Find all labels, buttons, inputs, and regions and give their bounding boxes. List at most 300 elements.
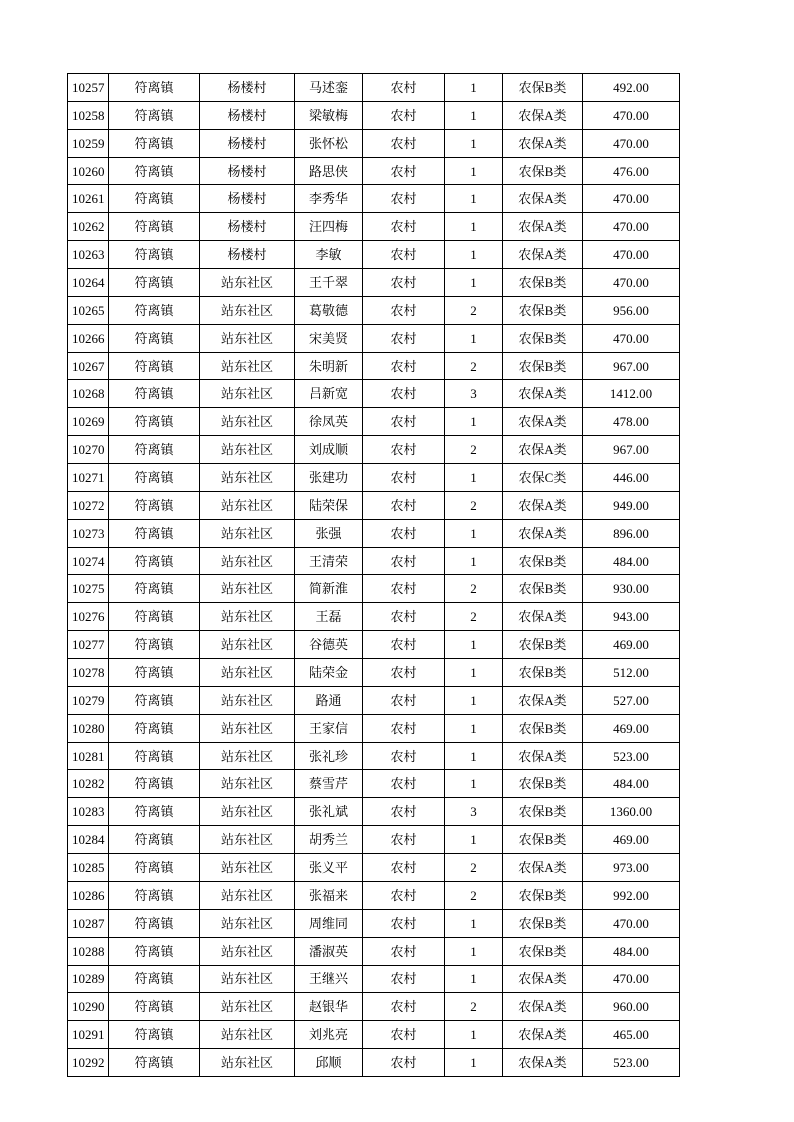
table-row bbox=[68, 993, 680, 1021]
town-cell: 符离镇 bbox=[109, 742, 200, 770]
type-cell: 农村 bbox=[363, 659, 445, 687]
type-cell: 农村 bbox=[363, 464, 445, 492]
id-cell: 10275 bbox=[68, 575, 109, 603]
village-cell: 站东社区 bbox=[200, 909, 295, 937]
name-cell: 陆荣保 bbox=[295, 491, 363, 519]
amount-cell: 943.00 bbox=[583, 603, 680, 631]
count-cell: 1 bbox=[445, 157, 503, 185]
amount-cell: 512.00 bbox=[583, 659, 680, 687]
village-cell: 站东社区 bbox=[200, 993, 295, 1021]
table-row bbox=[68, 1049, 680, 1077]
table-row bbox=[68, 937, 680, 965]
village-cell: 站东社区 bbox=[200, 854, 295, 882]
id-cell: 10273 bbox=[68, 519, 109, 547]
town-cell: 符离镇 bbox=[109, 798, 200, 826]
table-row bbox=[68, 965, 680, 993]
count-cell: 1 bbox=[445, 659, 503, 687]
name-cell: 王清荣 bbox=[295, 547, 363, 575]
amount-cell: 1360.00 bbox=[583, 798, 680, 826]
id-cell: 10279 bbox=[68, 686, 109, 714]
town-cell: 符离镇 bbox=[109, 352, 200, 380]
records-table bbox=[67, 73, 680, 1077]
name-cell: 简新淮 bbox=[295, 575, 363, 603]
table-row bbox=[68, 547, 680, 575]
name-cell: 谷德英 bbox=[295, 631, 363, 659]
village-cell: 杨楼村 bbox=[200, 74, 295, 102]
town-cell: 符离镇 bbox=[109, 993, 200, 1021]
amount-cell: 469.00 bbox=[583, 714, 680, 742]
village-cell: 站东社区 bbox=[200, 881, 295, 909]
village-cell: 站东社区 bbox=[200, 547, 295, 575]
count-cell: 1 bbox=[445, 631, 503, 659]
type-cell: 农村 bbox=[363, 826, 445, 854]
count-cell: 2 bbox=[445, 491, 503, 519]
village-cell: 杨楼村 bbox=[200, 241, 295, 269]
id-cell: 10266 bbox=[68, 324, 109, 352]
town-cell: 符离镇 bbox=[109, 937, 200, 965]
amount-cell: 930.00 bbox=[583, 575, 680, 603]
amount-cell: 470.00 bbox=[583, 101, 680, 129]
table-row bbox=[68, 491, 680, 519]
town-cell: 符离镇 bbox=[109, 464, 200, 492]
village-cell: 站东社区 bbox=[200, 798, 295, 826]
count-cell: 1 bbox=[445, 686, 503, 714]
type-cell: 农村 bbox=[363, 575, 445, 603]
type-cell: 农村 bbox=[363, 101, 445, 129]
id-cell: 10270 bbox=[68, 436, 109, 464]
id-cell: 10274 bbox=[68, 547, 109, 575]
count-cell: 1 bbox=[445, 269, 503, 297]
category-cell: 农保A类 bbox=[503, 854, 583, 882]
type-cell: 农村 bbox=[363, 881, 445, 909]
type-cell: 农村 bbox=[363, 157, 445, 185]
table-row bbox=[68, 213, 680, 241]
amount-cell: 470.00 bbox=[583, 129, 680, 157]
category-cell: 农保A类 bbox=[503, 380, 583, 408]
table-row bbox=[68, 185, 680, 213]
name-cell: 李秀华 bbox=[295, 185, 363, 213]
count-cell: 1 bbox=[445, 1049, 503, 1077]
village-cell: 站东社区 bbox=[200, 491, 295, 519]
name-cell: 刘成顺 bbox=[295, 436, 363, 464]
type-cell: 农村 bbox=[363, 129, 445, 157]
id-cell: 10265 bbox=[68, 296, 109, 324]
type-cell: 农村 bbox=[363, 547, 445, 575]
table-row bbox=[68, 324, 680, 352]
count-cell: 2 bbox=[445, 436, 503, 464]
village-cell: 杨楼村 bbox=[200, 157, 295, 185]
count-cell: 1 bbox=[445, 464, 503, 492]
town-cell: 符离镇 bbox=[109, 603, 200, 631]
town-cell: 符离镇 bbox=[109, 380, 200, 408]
village-cell: 站东社区 bbox=[200, 575, 295, 603]
name-cell: 王千翠 bbox=[295, 269, 363, 297]
id-cell: 10261 bbox=[68, 185, 109, 213]
town-cell: 符离镇 bbox=[109, 213, 200, 241]
name-cell: 李敏 bbox=[295, 241, 363, 269]
category-cell: 农保A类 bbox=[503, 101, 583, 129]
id-cell: 10280 bbox=[68, 714, 109, 742]
table-row bbox=[68, 436, 680, 464]
amount-cell: 469.00 bbox=[583, 631, 680, 659]
count-cell: 2 bbox=[445, 296, 503, 324]
category-cell: 农保B类 bbox=[503, 937, 583, 965]
amount-cell: 523.00 bbox=[583, 742, 680, 770]
table-row bbox=[68, 157, 680, 185]
town-cell: 符离镇 bbox=[109, 631, 200, 659]
count-cell: 2 bbox=[445, 603, 503, 631]
village-cell: 站东社区 bbox=[200, 296, 295, 324]
category-cell: 农保A类 bbox=[503, 993, 583, 1021]
amount-cell: 527.00 bbox=[583, 686, 680, 714]
id-cell: 10292 bbox=[68, 1049, 109, 1077]
category-cell: 农保A类 bbox=[503, 965, 583, 993]
table-row bbox=[68, 575, 680, 603]
name-cell: 张义平 bbox=[295, 854, 363, 882]
name-cell: 张建功 bbox=[295, 464, 363, 492]
amount-cell: 492.00 bbox=[583, 74, 680, 102]
count-cell: 1 bbox=[445, 714, 503, 742]
village-cell: 站东社区 bbox=[200, 826, 295, 854]
amount-cell: 476.00 bbox=[583, 157, 680, 185]
town-cell: 符离镇 bbox=[109, 575, 200, 603]
category-cell: 农保A类 bbox=[503, 185, 583, 213]
id-cell: 10282 bbox=[68, 770, 109, 798]
id-cell: 10264 bbox=[68, 269, 109, 297]
amount-cell: 484.00 bbox=[583, 770, 680, 798]
village-cell: 站东社区 bbox=[200, 324, 295, 352]
amount-cell: 484.00 bbox=[583, 547, 680, 575]
table-row bbox=[68, 770, 680, 798]
id-cell: 10272 bbox=[68, 491, 109, 519]
amount-cell: 470.00 bbox=[583, 324, 680, 352]
category-cell: 农保B类 bbox=[503, 296, 583, 324]
count-cell: 2 bbox=[445, 352, 503, 380]
type-cell: 农村 bbox=[363, 742, 445, 770]
town-cell: 符离镇 bbox=[109, 101, 200, 129]
table-row bbox=[68, 826, 680, 854]
type-cell: 农村 bbox=[363, 213, 445, 241]
id-cell: 10285 bbox=[68, 854, 109, 882]
village-cell: 站东社区 bbox=[200, 1021, 295, 1049]
count-cell: 1 bbox=[445, 408, 503, 436]
count-cell: 2 bbox=[445, 854, 503, 882]
category-cell: 农保B类 bbox=[503, 547, 583, 575]
count-cell: 1 bbox=[445, 742, 503, 770]
village-cell: 杨楼村 bbox=[200, 129, 295, 157]
id-cell: 10269 bbox=[68, 408, 109, 436]
type-cell: 农村 bbox=[363, 1049, 445, 1077]
amount-cell: 469.00 bbox=[583, 826, 680, 854]
table-row bbox=[68, 380, 680, 408]
table-row bbox=[68, 269, 680, 297]
category-cell: 农保B类 bbox=[503, 770, 583, 798]
town-cell: 符离镇 bbox=[109, 74, 200, 102]
type-cell: 农村 bbox=[363, 436, 445, 464]
name-cell: 马述銮 bbox=[295, 74, 363, 102]
category-cell: 农保A类 bbox=[503, 491, 583, 519]
table-row bbox=[68, 881, 680, 909]
category-cell: 农保B类 bbox=[503, 269, 583, 297]
amount-cell: 523.00 bbox=[583, 1049, 680, 1077]
count-cell: 1 bbox=[445, 909, 503, 937]
town-cell: 符离镇 bbox=[109, 157, 200, 185]
type-cell: 农村 bbox=[363, 296, 445, 324]
type-cell: 农村 bbox=[363, 491, 445, 519]
count-cell: 1 bbox=[445, 185, 503, 213]
table-row bbox=[68, 74, 680, 102]
category-cell: 农保B类 bbox=[503, 909, 583, 937]
village-cell: 站东社区 bbox=[200, 937, 295, 965]
village-cell: 站东社区 bbox=[200, 408, 295, 436]
village-cell: 杨楼村 bbox=[200, 101, 295, 129]
type-cell: 农村 bbox=[363, 770, 445, 798]
amount-cell: 470.00 bbox=[583, 185, 680, 213]
count-cell: 1 bbox=[445, 101, 503, 129]
id-cell: 10260 bbox=[68, 157, 109, 185]
name-cell: 吕新宽 bbox=[295, 380, 363, 408]
id-cell: 10290 bbox=[68, 993, 109, 1021]
name-cell: 梁敏梅 bbox=[295, 101, 363, 129]
amount-cell: 470.00 bbox=[583, 965, 680, 993]
category-cell: 农保B类 bbox=[503, 352, 583, 380]
id-cell: 10263 bbox=[68, 241, 109, 269]
type-cell: 农村 bbox=[363, 269, 445, 297]
town-cell: 符离镇 bbox=[109, 686, 200, 714]
village-cell: 站东社区 bbox=[200, 686, 295, 714]
count-cell: 2 bbox=[445, 575, 503, 603]
table-row bbox=[68, 519, 680, 547]
type-cell: 农村 bbox=[363, 380, 445, 408]
town-cell: 符离镇 bbox=[109, 241, 200, 269]
amount-cell: 470.00 bbox=[583, 213, 680, 241]
town-cell: 符离镇 bbox=[109, 519, 200, 547]
table-row bbox=[68, 631, 680, 659]
type-cell: 农村 bbox=[363, 909, 445, 937]
amount-cell: 973.00 bbox=[583, 854, 680, 882]
town-cell: 符离镇 bbox=[109, 770, 200, 798]
count-cell: 1 bbox=[445, 213, 503, 241]
town-cell: 符离镇 bbox=[109, 269, 200, 297]
type-cell: 农村 bbox=[363, 1021, 445, 1049]
type-cell: 农村 bbox=[363, 714, 445, 742]
name-cell: 张礼斌 bbox=[295, 798, 363, 826]
count-cell: 1 bbox=[445, 770, 503, 798]
amount-cell: 896.00 bbox=[583, 519, 680, 547]
table-row bbox=[68, 742, 680, 770]
village-cell: 杨楼村 bbox=[200, 213, 295, 241]
category-cell: 农保A类 bbox=[503, 213, 583, 241]
name-cell: 周维同 bbox=[295, 909, 363, 937]
village-cell: 站东社区 bbox=[200, 1049, 295, 1077]
count-cell: 1 bbox=[445, 826, 503, 854]
name-cell: 赵银华 bbox=[295, 993, 363, 1021]
village-cell: 站东社区 bbox=[200, 603, 295, 631]
amount-cell: 478.00 bbox=[583, 408, 680, 436]
amount-cell: 967.00 bbox=[583, 436, 680, 464]
count-cell: 3 bbox=[445, 380, 503, 408]
count-cell: 1 bbox=[445, 937, 503, 965]
category-cell: 农保A类 bbox=[503, 436, 583, 464]
amount-cell: 446.00 bbox=[583, 464, 680, 492]
table-row bbox=[68, 352, 680, 380]
id-cell: 10276 bbox=[68, 603, 109, 631]
type-cell: 农村 bbox=[363, 519, 445, 547]
table-row bbox=[68, 408, 680, 436]
name-cell: 邱顺 bbox=[295, 1049, 363, 1077]
count-cell: 1 bbox=[445, 1021, 503, 1049]
name-cell: 张怀松 bbox=[295, 129, 363, 157]
id-cell: 10257 bbox=[68, 74, 109, 102]
count-cell: 2 bbox=[445, 993, 503, 1021]
type-cell: 农村 bbox=[363, 185, 445, 213]
amount-cell: 992.00 bbox=[583, 881, 680, 909]
table-row bbox=[68, 603, 680, 631]
village-cell: 站东社区 bbox=[200, 659, 295, 687]
town-cell: 符离镇 bbox=[109, 296, 200, 324]
town-cell: 符离镇 bbox=[109, 909, 200, 937]
name-cell: 宋美贤 bbox=[295, 324, 363, 352]
category-cell: 农保A类 bbox=[503, 241, 583, 269]
name-cell: 王家信 bbox=[295, 714, 363, 742]
type-cell: 农村 bbox=[363, 993, 445, 1021]
id-cell: 10271 bbox=[68, 464, 109, 492]
count-cell: 3 bbox=[445, 798, 503, 826]
name-cell: 潘淑英 bbox=[295, 937, 363, 965]
category-cell: 农保A类 bbox=[503, 1049, 583, 1077]
name-cell: 路通 bbox=[295, 686, 363, 714]
town-cell: 符离镇 bbox=[109, 1021, 200, 1049]
name-cell: 朱明新 bbox=[295, 352, 363, 380]
name-cell: 徐凤英 bbox=[295, 408, 363, 436]
count-cell: 2 bbox=[445, 881, 503, 909]
id-cell: 10287 bbox=[68, 909, 109, 937]
town-cell: 符离镇 bbox=[109, 436, 200, 464]
id-cell: 10284 bbox=[68, 826, 109, 854]
category-cell: 农保A类 bbox=[503, 603, 583, 631]
town-cell: 符离镇 bbox=[109, 659, 200, 687]
category-cell: 农保A类 bbox=[503, 519, 583, 547]
count-cell: 1 bbox=[445, 241, 503, 269]
table-row bbox=[68, 129, 680, 157]
town-cell: 符离镇 bbox=[109, 324, 200, 352]
amount-cell: 465.00 bbox=[583, 1021, 680, 1049]
table-row bbox=[68, 909, 680, 937]
type-cell: 农村 bbox=[363, 965, 445, 993]
id-cell: 10291 bbox=[68, 1021, 109, 1049]
id-cell: 10259 bbox=[68, 129, 109, 157]
name-cell: 刘兆亮 bbox=[295, 1021, 363, 1049]
town-cell: 符离镇 bbox=[109, 1049, 200, 1077]
village-cell: 站东社区 bbox=[200, 631, 295, 659]
count-cell: 1 bbox=[445, 547, 503, 575]
town-cell: 符离镇 bbox=[109, 714, 200, 742]
village-cell: 站东社区 bbox=[200, 464, 295, 492]
village-cell: 站东社区 bbox=[200, 269, 295, 297]
count-cell: 1 bbox=[445, 324, 503, 352]
type-cell: 农村 bbox=[363, 798, 445, 826]
category-cell: 农保B类 bbox=[503, 324, 583, 352]
name-cell: 胡秀兰 bbox=[295, 826, 363, 854]
category-cell: 农保A类 bbox=[503, 686, 583, 714]
category-cell: 农保B类 bbox=[503, 631, 583, 659]
category-cell: 农保A类 bbox=[503, 408, 583, 436]
id-cell: 10267 bbox=[68, 352, 109, 380]
village-cell: 站东社区 bbox=[200, 380, 295, 408]
name-cell: 王磊 bbox=[295, 603, 363, 631]
amount-cell: 1412.00 bbox=[583, 380, 680, 408]
amount-cell: 470.00 bbox=[583, 909, 680, 937]
amount-cell: 956.00 bbox=[583, 296, 680, 324]
type-cell: 农村 bbox=[363, 937, 445, 965]
town-cell: 符离镇 bbox=[109, 881, 200, 909]
id-cell: 10286 bbox=[68, 881, 109, 909]
category-cell: 农保A类 bbox=[503, 1021, 583, 1049]
name-cell: 王继兴 bbox=[295, 965, 363, 993]
records-table-body bbox=[68, 74, 680, 1077]
table-row bbox=[68, 686, 680, 714]
table-row bbox=[68, 798, 680, 826]
id-cell: 10278 bbox=[68, 659, 109, 687]
count-cell: 1 bbox=[445, 519, 503, 547]
town-cell: 符离镇 bbox=[109, 965, 200, 993]
village-cell: 站东社区 bbox=[200, 519, 295, 547]
id-cell: 10289 bbox=[68, 965, 109, 993]
category-cell: 农保B类 bbox=[503, 798, 583, 826]
name-cell: 张强 bbox=[295, 519, 363, 547]
id-cell: 10277 bbox=[68, 631, 109, 659]
town-cell: 符离镇 bbox=[109, 547, 200, 575]
category-cell: 农保B类 bbox=[503, 157, 583, 185]
amount-cell: 470.00 bbox=[583, 269, 680, 297]
name-cell: 葛敬德 bbox=[295, 296, 363, 324]
amount-cell: 967.00 bbox=[583, 352, 680, 380]
id-cell: 10281 bbox=[68, 742, 109, 770]
town-cell: 符离镇 bbox=[109, 408, 200, 436]
category-cell: 农保C类 bbox=[503, 464, 583, 492]
village-cell: 站东社区 bbox=[200, 436, 295, 464]
count-cell: 1 bbox=[445, 74, 503, 102]
category-cell: 农保B类 bbox=[503, 881, 583, 909]
category-cell: 农保B类 bbox=[503, 714, 583, 742]
type-cell: 农村 bbox=[363, 74, 445, 102]
town-cell: 符离镇 bbox=[109, 185, 200, 213]
category-cell: 农保A类 bbox=[503, 742, 583, 770]
name-cell: 蔡雪芹 bbox=[295, 770, 363, 798]
category-cell: 农保B类 bbox=[503, 575, 583, 603]
table-row bbox=[68, 1021, 680, 1049]
id-cell: 10258 bbox=[68, 101, 109, 129]
table-row bbox=[68, 659, 680, 687]
id-cell: 10288 bbox=[68, 937, 109, 965]
name-cell: 张礼珍 bbox=[295, 742, 363, 770]
type-cell: 农村 bbox=[363, 686, 445, 714]
category-cell: 农保A类 bbox=[503, 129, 583, 157]
id-cell: 10268 bbox=[68, 380, 109, 408]
type-cell: 农村 bbox=[363, 241, 445, 269]
town-cell: 符离镇 bbox=[109, 826, 200, 854]
type-cell: 农村 bbox=[363, 854, 445, 882]
name-cell: 汪四梅 bbox=[295, 213, 363, 241]
name-cell: 张福来 bbox=[295, 881, 363, 909]
type-cell: 农村 bbox=[363, 408, 445, 436]
name-cell: 陆荣金 bbox=[295, 659, 363, 687]
village-cell: 站东社区 bbox=[200, 770, 295, 798]
village-cell: 站东社区 bbox=[200, 742, 295, 770]
table-row bbox=[68, 296, 680, 324]
town-cell: 符离镇 bbox=[109, 491, 200, 519]
village-cell: 杨楼村 bbox=[200, 185, 295, 213]
